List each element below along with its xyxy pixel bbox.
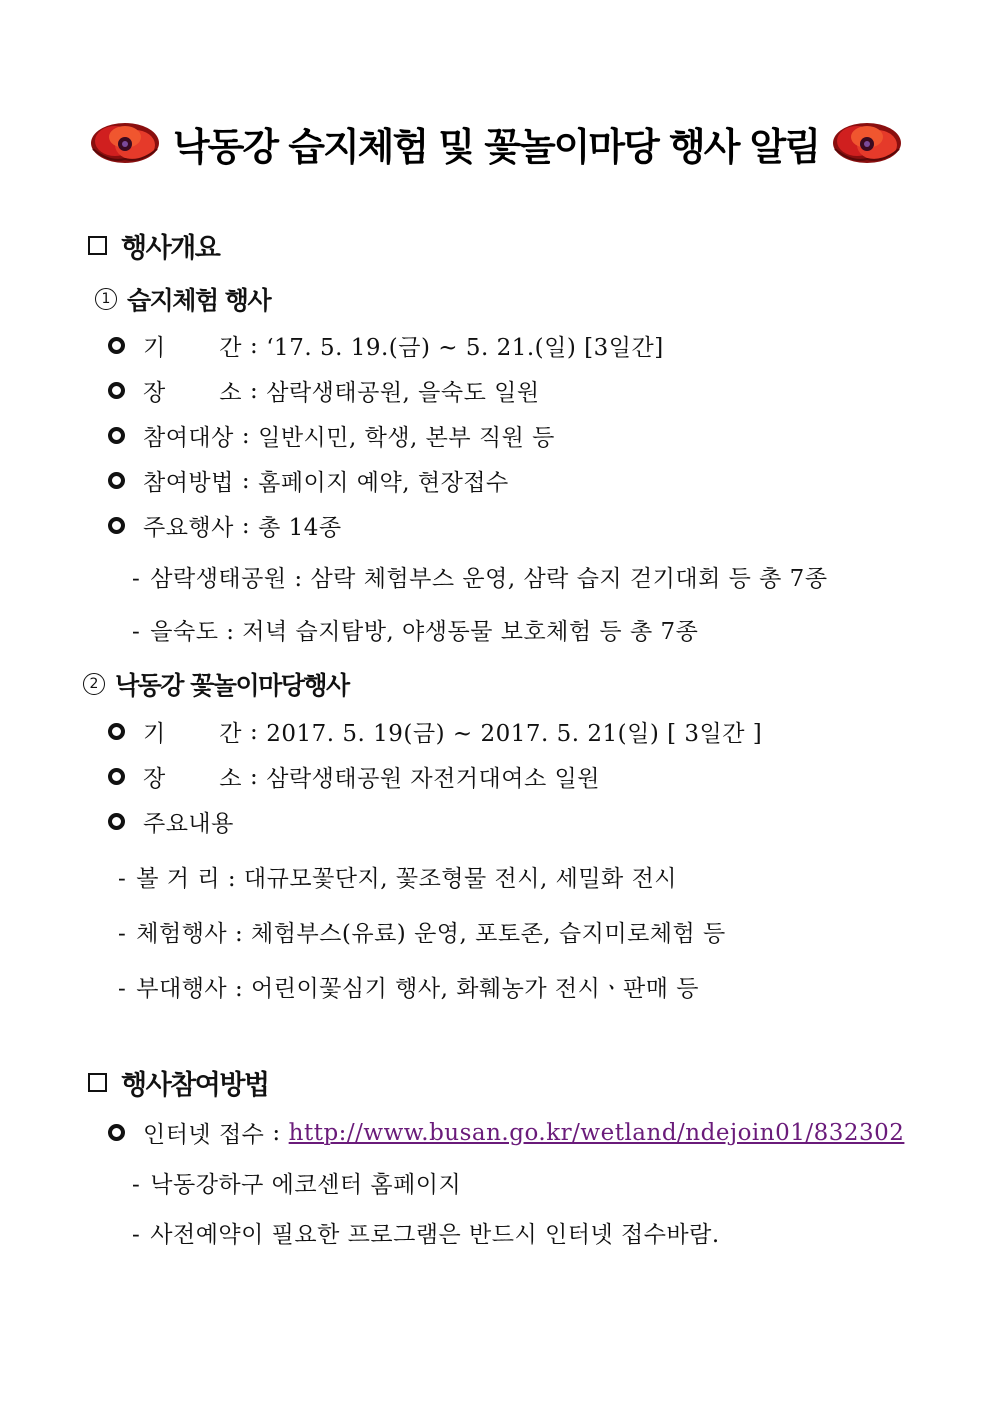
event1-detail: - 을숙도 : 저녁 습지탐방, 야생동물 보호체험 등 총 7종	[132, 619, 699, 645]
checkbox-icon	[88, 1073, 107, 1092]
checkbox-icon	[88, 236, 107, 255]
flower-icon	[831, 119, 903, 167]
participation-detail: - 낙동강하구 에코센터 홈페이지	[132, 1172, 462, 1198]
event2-period: 기 간 : 2017. 5. 19(금) ~ 2017. 5. 21(일) [ 3일간 ]	[108, 715, 762, 748]
circled-number: 1	[95, 288, 117, 310]
page-title: 낙동강 습지체험 및 꽃놀이마당 행사 알림	[172, 124, 820, 169]
event1-period: 기 간 : ‘17. 5. 19.(금) ~ 5. 21.(일) [3일간]	[108, 329, 664, 362]
event2-detail: - 볼 거 리 : 대규모꽃단지, 꽃조형물 전시, 세밀화 전시	[118, 866, 678, 892]
registration-link[interactable]: http://www.busan.go.kr/wetland/ndejoin01/832302	[288, 1119, 905, 1146]
circle-bullet-icon	[108, 472, 125, 489]
internet-registration: 인터넷 접수 : http://www.busan.go.kr/wetland/ndejoin01/832302	[108, 1116, 904, 1149]
circle-bullet-icon	[108, 427, 125, 444]
event2-detail: - 체험행사 : 체험부스(유료) 운영, 포토존, 습지미로체험 등	[118, 921, 726, 947]
event1-method: 참여방법 : 홈페이지 예약, 현장접수	[108, 464, 509, 497]
flower-icon	[89, 119, 161, 167]
participation-detail: - 사전예약이 필요한 프로그램은 반드시 인터넷 접수바람.	[132, 1222, 720, 1248]
title-row	[0, 108, 992, 178]
circle-bullet-icon	[108, 382, 125, 399]
participation-heading: 행사참여방법	[88, 1063, 269, 1102]
event2-heading: 2 낙동강 꽃놀이마당행사	[83, 666, 349, 702]
event2-place: 장 소 : 삼락생태공원 자전거대여소 일원	[108, 760, 600, 793]
event1-heading: 1 습지체험 행사	[95, 281, 270, 317]
event1-main: 주요행사 : 총 14종	[108, 509, 342, 542]
circled-number: 2	[83, 673, 105, 695]
event1-place: 장 소 : 삼락생태공원, 을숙도 일원	[108, 374, 540, 407]
circle-bullet-icon	[108, 813, 125, 830]
overview-heading: 행사개요	[88, 226, 219, 265]
event2-content: 주요내용	[108, 805, 234, 838]
event2-detail: - 부대행사 : 어린이꽃심기 행사, 화훼농가 전시ㆍ판매 등	[118, 976, 700, 1002]
circle-bullet-icon	[108, 723, 125, 740]
event1-detail: - 삼락생태공원 : 삼락 체험부스 운영, 삼락 습지 걷기대회 등 총 7종	[132, 566, 828, 592]
circle-bullet-icon	[108, 768, 125, 785]
circle-bullet-icon	[108, 517, 125, 534]
event1-target: 참여대상 : 일반시민, 학생, 본부 직원 등	[108, 419, 555, 452]
circle-bullet-icon	[108, 1124, 125, 1141]
circle-bullet-icon	[108, 337, 125, 354]
